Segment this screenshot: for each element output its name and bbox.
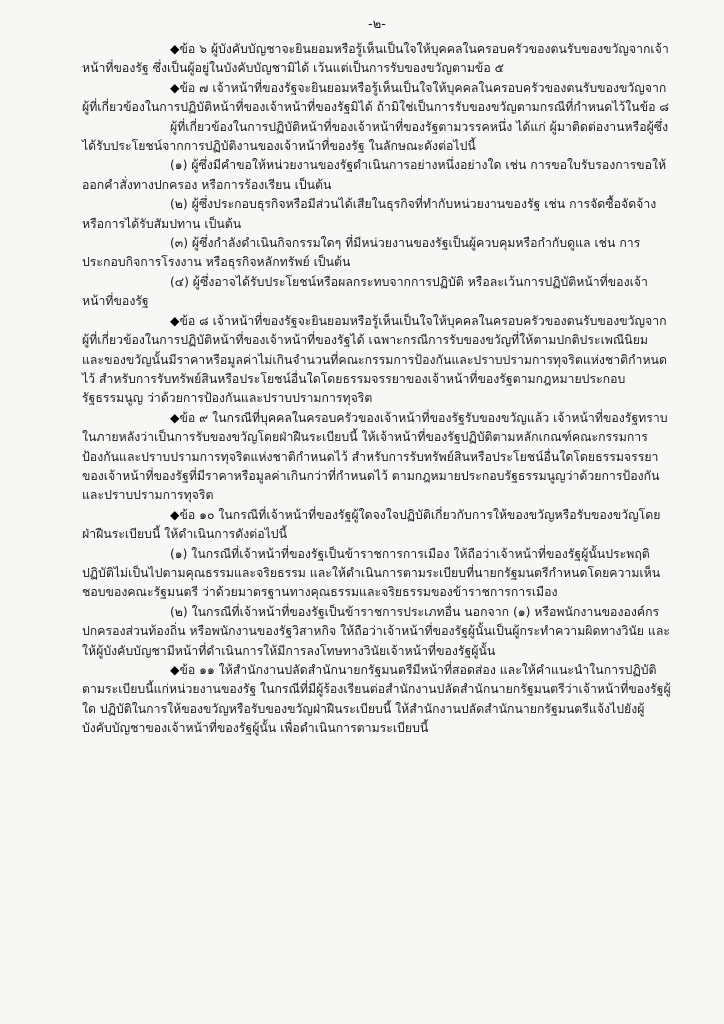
diamond-bullet-icon: ◆ xyxy=(170,313,180,328)
paragraph-text: ข้อ ๑๐ ในกรณีที่เจ้าหน้าที่ของรัฐผู้ใดจงใจปฏิบัติเกี่ยวกับการให้ของขวัญหรือรับของขวัญโดยฝ่าฝืนระเบียบนี้ ให้ดำเนินการดังต่อไปนี้ xyxy=(82,507,661,542)
paragraph-text: (๓) ผู้ซึ่งกำลังดำเนินกิจกรรมใดๆ ที่มีหน่วยงานของรัฐเป็นผู้ควบคุมหรือกำกับดูแล เช่น การประกอบกิจการโรงงาน หรือธุรกิจหลักทรัพย์ เป็นต้น xyxy=(82,236,641,270)
diamond-bullet-icon: ◆ xyxy=(170,507,180,522)
diamond-bullet-icon: ◆ xyxy=(170,42,180,56)
paragraph xyxy=(82,118,672,157)
paragraph-text: ข้อ ๑๑ ให้สำนักงานปลัดสำนักนายกรัฐมนตรีมีหน้าที่สอดส่อง และให้คำแนะนำในการปฏิบัติตามระเบียบนี้แก่หน่วยงานของรัฐ ในกรณีที่มีผู้ร้องเรียนต่อสำนักงานปลัดสำนักนายกรัฐมนตรีว่าเจ้าหน้าที่ของรัฐผู้ใด ปฏิบัติในการให้ของขวัญหรือรับของขวัญฝ่าฝืนระเบียบนี้ ให้สำนักงานปลัดสำนักนายกรัฐมนตรีแจ้งไปยังผู้บังคับบัญชาของเจ้าหน้าที่ของรัฐผู้นั้น เพื่อดำเนินการตามระเบียบนี้ xyxy=(82,663,671,736)
paragraph-text: (๑) ผู้ซึ่งมีคำขอให้หน่วยงานของรัฐดำเนินการอย่างหนึ่งอย่างใด เช่น การขอใบรับรองการขอให้ออกคำสั่งทางปกครอง หรือการร้องเรียน เป็นต้น xyxy=(82,158,667,192)
paragraph-text: ข้อ ๙ ในกรณีที่บุคคลในครอบครัวของเจ้าหน้าที่ของรัฐรับของขวัญแล้ว เจ้าหน้าที่ของรัฐทราบในภายหลังว่าเป็นการรับของขวัญโดยฝ่าฝืนระเบียบนี้ ให้เจ้าหน้าที่ของรัฐปฏิบัติตามหลักเกณฑ์คณะกรรมการป้องกันและปราบปรามการทุจริตแห่งชาติกำหนดไว้ สำหรับการรับทรัพย์สินหรือประโยชน์อื่นใดโดยธรรมจรรยาของเจ้าหน้าที่ของรัฐที่มีราคาหรือมูลค่าเกินกว่าที่กำหนดไว้ ตามกฎหมายประกอบรัฐธรรมนูญว่าด้วยการป้องกันและปราบปรามการทุจริต xyxy=(82,410,668,503)
paragraph xyxy=(82,506,672,545)
diamond-bullet-icon: ◆ xyxy=(170,80,180,95)
paragraph xyxy=(82,156,672,195)
paragraph-text: ผู้ที่เกี่ยวข้องในการปฏิบัติหน้าที่ของเจ้าหน้าที่ของรัฐตามวรรคหนึ่ง ได้แก่ ผู้มาติดต่องานหรือผู้ซึ่งได้รับประโยชน์จากการปฏิบัติงานของเจ้าหน้าที่ของรัฐ ในลักษณะดังต่อไปนี้ xyxy=(82,119,669,154)
document-body xyxy=(82,40,672,739)
diamond-bullet-icon: ◆ xyxy=(170,663,180,677)
paragraph-text: ข้อ ๗ เจ้าหน้าที่ของรัฐจะยินยอมหรือรู้เห็นเป็นใจให้บุคคลในครอบครัวของตนรับของขวัญจากผู้ที่เกี่ยวข้องในการปฏิบัติหน้าที่ของเจ้าหน้าที่ของรัฐมิได้ ถ้ามิใช่เป็นการรับของขวัญตามกรณีที่กำหนดไว้ในข้อ ๘ xyxy=(82,80,669,115)
paragraph-text: (๑) ในกรณีที่เจ้าหน้าที่ของรัฐเป็นข้าราชการการเมือง ให้ถือว่าเจ้าหน้าที่ของรัฐผู้นั้นประพฤติปฏิบัติไม่เป็นไปตามคุณธรรมและจริยธรรม และให้ดำเนินการตามระเบียบที่นายกรัฐมนตรีกำหนดโดยความเห็นชอบของคณะรัฐมนตรี ว่าด้วยมาตรฐานทางคุณธรรมและจริยธรรมของข้าราชการการเมือง xyxy=(82,546,661,600)
paragraph-text: (๒) ผู้ซึ่งประกอบธุรกิจหรือมีส่วนได้เสียในธุรกิจที่ทำกับหน่วยงานของรัฐ เช่น การจัดซื้อจัดจ้างหรือการได้รับสัมปทาน เป็นต้น xyxy=(82,197,657,231)
paragraph xyxy=(82,409,672,506)
page-number: -๒- xyxy=(368,17,386,32)
paragraph-text: (๔) ผู้ซึ่งอาจได้รับประโยชน์หรือผลกระทบจากการปฏิบัติ หรือละเว้นการปฏิบัติหน้าที่ของเจ้าหน้าที่ของรัฐ xyxy=(82,274,648,309)
paragraph xyxy=(82,195,672,234)
paragraph xyxy=(82,603,672,661)
paragraph xyxy=(82,312,672,409)
paragraph-text: ข้อ ๖ ผู้บังคับบัญชาจะยินยอมหรือรู้เห็นเป็นใจให้บุคคลในครอบครัวของตนรับของขวัญจากเจ้าหน้าที่ของรัฐ ซึ่งเป็นผู้อยู่ในบังคับบัญชามิได้ เว้นแต่เป็นการรับของขวัญตามข้อ ๕ xyxy=(82,42,669,76)
paragraph xyxy=(82,40,672,79)
diamond-bullet-icon: ◆ xyxy=(170,410,180,425)
paragraph xyxy=(82,79,672,118)
paragraph xyxy=(82,545,672,603)
paragraph xyxy=(82,661,672,739)
paragraph xyxy=(82,234,672,273)
paragraph-text: ข้อ ๘ เจ้าหน้าที่ของรัฐจะยินยอมหรือรู้เห็นเป็นใจให้บุคคลในครอบครัวของตนรับของขวัญจากผู้ที่เกี่ยวข้องในการปฏิบัติหน้าที่ของเจ้าหน้าที่ของรัฐได้ เฉพาะกรณีการรับของขวัญที่ให้ตามปกติประเพณีนิยม และของขวัญนั้นมีราคาหรือมูลค่าไม่เกินจำนวนที่คณะกรรมการป้องกันและปราบปรามการทุจริตแห่งชาติกำหนดไว้ สำหรับการรับทรัพย์สินหรือประโยชน์อื่นใดโดยธรรมจรรยาของเจ้าหน้าที่ของรัฐตามกฎหมายประกอบรัฐธรรมนูญ ว่าด้วยการป้องกันและปราบปรามการทุจริต xyxy=(82,313,667,406)
paragraph-text: (๒) ในกรณีที่เจ้าหน้าที่ของรัฐเป็นข้าราชการประเภทอื่น นอกจาก (๑) หรือพนักงานขององค์กรปกครองส่วนท้องถิ่น หรือพนักงานของรัฐวิสาหกิจ ให้ถือว่าเจ้าหน้าที่ของรัฐผู้นั้นเป็นผู้กระทำความผิดทางวินัย และให้ผู้บังคับบัญชามีหน้าที่ดำเนินการให้มีการลงโทษทางวินัยเจ้าหน้าที่ของรัฐผู้นั้น xyxy=(82,604,670,658)
paragraph xyxy=(82,273,672,312)
